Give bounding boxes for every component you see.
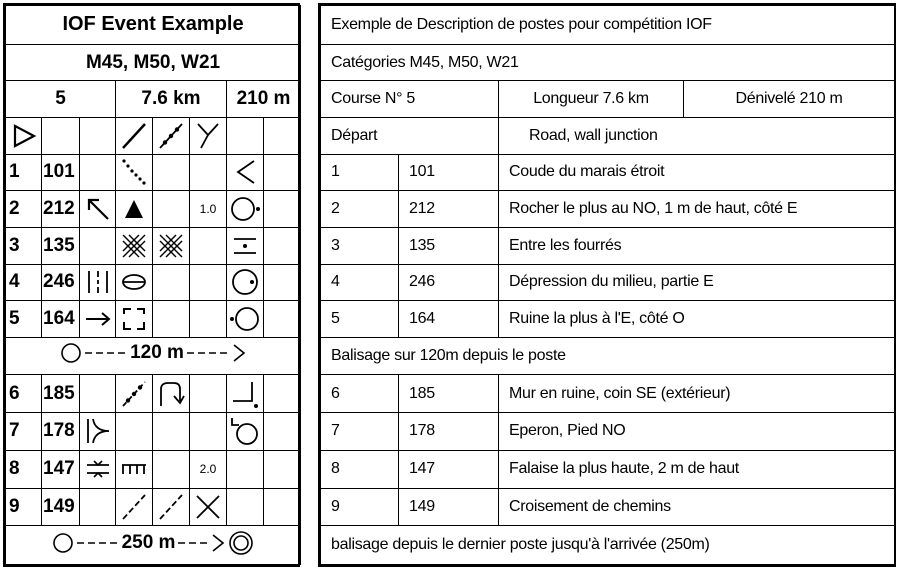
control-number: 7 — [6, 413, 42, 451]
east-part-icon — [227, 264, 264, 301]
middle-icon — [80, 264, 116, 301]
control-description: Ruine la plus à l'E, côté O — [499, 301, 895, 338]
corner-outside-icon — [153, 375, 190, 413]
control-circle-icon — [52, 532, 74, 554]
control-code: 164 — [42, 301, 80, 338]
thicket-icon — [153, 227, 190, 264]
arrowhead-icon — [232, 343, 246, 363]
control-description: Croisement de chemins — [499, 488, 895, 526]
taped-route-120m: Balisage sur 120m depuis le poste — [321, 337, 895, 375]
control-number: 1 — [321, 154, 399, 191]
arrowhead-icon — [211, 533, 225, 553]
dimension-value: 1.0 — [190, 191, 227, 228]
start-label: Départ — [321, 117, 499, 154]
control-number: 5 — [321, 301, 399, 338]
thicket-icon — [116, 227, 153, 264]
categories: Catégories M45, M50, W21 — [321, 44, 895, 81]
east-arrow-icon — [80, 301, 116, 338]
southeast-corner-icon — [227, 375, 264, 413]
control-code: 246 — [42, 264, 80, 301]
control-number: 6 — [321, 375, 399, 413]
control-code: 101 — [399, 154, 499, 191]
control-code: 212 — [42, 191, 80, 228]
course-number: 5 — [6, 81, 116, 118]
taped-route-120m — [6, 337, 301, 375]
bend-icon — [227, 154, 264, 191]
course-length: Longueur 7.6 km — [499, 81, 684, 118]
control-number: 9 — [6, 488, 42, 526]
course-length: 7.6 km — [116, 81, 227, 118]
course-climb: Dénivelé 210 m — [684, 81, 895, 118]
control-number: 5 — [6, 301, 42, 338]
control-number: 4 — [321, 264, 399, 301]
control-code: 246 — [399, 264, 499, 301]
depression-icon — [116, 264, 153, 301]
dashed-line-icon — [85, 350, 127, 356]
control-code: 135 — [42, 227, 80, 264]
control-number: 7 — [321, 413, 399, 451]
categories: M45, M50, W21 — [6, 44, 301, 81]
spur-icon — [80, 413, 116, 451]
northwest-foot-icon — [227, 413, 264, 451]
control-code: 185 — [399, 375, 499, 413]
text-description-sheet — [318, 3, 896, 567]
control-number: 8 — [6, 450, 42, 488]
dimension-value: 2.0 — [190, 450, 227, 488]
control-code: 101 — [42, 154, 80, 191]
control-number: 3 — [321, 227, 399, 264]
symbolic-description-sheet — [3, 3, 300, 567]
control-number: 9 — [321, 488, 399, 526]
ruined-wall-icon — [116, 375, 153, 413]
control-code: 178 — [42, 413, 80, 451]
course-number: Course N° 5 — [321, 81, 499, 118]
east-side-icon — [227, 191, 264, 228]
road-icon — [116, 117, 153, 154]
sheet-title: Exemple de Description de postes pour compétition IOF — [321, 6, 895, 45]
control-description: Falaise la plus haute, 2 m de haut — [499, 450, 895, 488]
dashed-line-icon — [178, 540, 208, 546]
control-description: Rocher le plus au NO, 1 m de haut, côté E — [499, 191, 895, 228]
control-number: 2 — [6, 191, 42, 228]
narrow-marsh-icon — [116, 154, 153, 191]
taped-route-to-finish — [6, 526, 301, 565]
northwest-arrow-icon — [80, 191, 116, 228]
control-description: Dépression du milieu, partie E — [499, 264, 895, 301]
control-number: 8 — [321, 450, 399, 488]
dashed-line-icon — [187, 350, 229, 356]
control-number: 2 — [321, 191, 399, 228]
taped-route-to-finish: balisage depuis le dernier poste jusqu'à l'arrivée (250m) — [321, 526, 895, 565]
control-code: 164 — [399, 301, 499, 338]
path-icon — [153, 488, 190, 526]
control-description: Entre les fourrés — [499, 227, 895, 264]
finish-icon — [228, 530, 254, 556]
control-number: 4 — [6, 264, 42, 301]
ruin-icon — [116, 301, 153, 338]
control-circle-icon — [60, 342, 82, 364]
control-code: 149 — [42, 488, 80, 526]
start-triangle-icon — [6, 117, 42, 154]
cliff-icon — [116, 450, 153, 488]
stone-wall-icon — [153, 117, 190, 154]
control-description: Eperon, Pied NO — [499, 413, 895, 451]
control-number: 1 — [6, 154, 42, 191]
crossing-icon — [190, 488, 227, 526]
dashed-line-icon — [77, 540, 119, 546]
taped-distance: 120 m — [130, 342, 184, 364]
start-description: Road, wall junction — [499, 117, 895, 154]
highest-icon — [80, 450, 116, 488]
control-code: 147 — [42, 450, 80, 488]
control-description: Coude du marais étroit — [499, 154, 895, 191]
control-code: 135 — [399, 227, 499, 264]
course-climb: 210 m — [227, 81, 301, 118]
control-code: 212 — [399, 191, 499, 228]
west-side-icon — [227, 301, 264, 338]
control-code: 149 — [399, 488, 499, 526]
junction-icon — [190, 117, 227, 154]
control-number: 3 — [6, 227, 42, 264]
taped-distance: 250 m — [121, 532, 176, 554]
control-code: 185 — [42, 375, 80, 413]
control-description: Mur en ruine, coin SE (extérieur) — [499, 375, 895, 413]
boulder-icon — [116, 191, 153, 228]
path-icon — [116, 488, 153, 526]
control-code: 147 — [399, 450, 499, 488]
control-number: 6 — [6, 375, 42, 413]
control-code: 178 — [399, 413, 499, 451]
sheet-title: IOF Event Example — [6, 6, 301, 45]
between-icon — [227, 227, 264, 264]
